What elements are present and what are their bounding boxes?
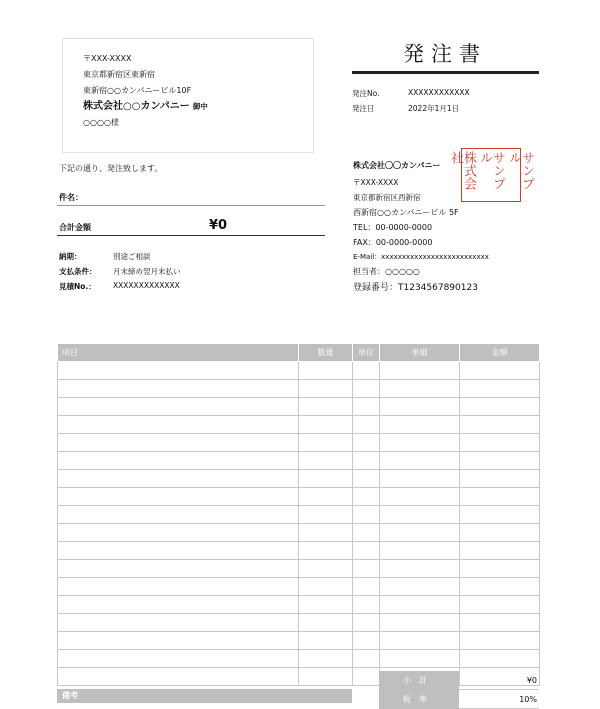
cell-quantity[interactable] <box>299 614 353 632</box>
cell-amount[interactable] <box>460 524 540 542</box>
cell-quantity[interactable] <box>299 542 353 560</box>
recipient-address-box <box>62 38 314 153</box>
cell-quantity[interactable] <box>299 398 353 416</box>
cell-unit[interactable] <box>353 578 380 596</box>
recipient-honorific: 御中 <box>192 102 208 111</box>
recipient-person: ○○○○様 <box>83 118 119 127</box>
cell-quantity[interactable] <box>299 506 353 524</box>
cell-unit[interactable] <box>353 614 380 632</box>
title-underline <box>352 71 539 74</box>
intro-text: 下記の通り、発注致します。 <box>59 164 163 173</box>
cell-amount[interactable] <box>460 398 540 416</box>
cell-unit[interactable] <box>353 632 380 650</box>
items-table-header <box>58 344 540 362</box>
payment-terms-value: 月末締め翌月末払い <box>113 267 181 276</box>
col-header-amount: 金額 <box>460 344 540 362</box>
cell-unit[interactable] <box>353 596 380 614</box>
table-row <box>58 470 540 488</box>
table-row <box>58 398 540 416</box>
stamp-text-col3: サンプル <box>506 151 534 190</box>
cell-unit-price[interactable] <box>380 560 460 578</box>
cell-item[interactable] <box>58 380 299 398</box>
cell-item[interactable] <box>58 434 299 452</box>
cell-quantity[interactable] <box>299 470 353 488</box>
cell-quantity[interactable] <box>299 488 353 506</box>
table-row <box>58 380 540 398</box>
company-seal-stamp <box>448 148 534 202</box>
table-row <box>58 578 540 596</box>
total-amount: ¥0 <box>209 218 228 233</box>
cell-unit-price[interactable] <box>380 614 460 632</box>
cell-quantity[interactable] <box>299 416 353 434</box>
tax-rate-label: 税率 <box>379 690 459 709</box>
cell-unit[interactable] <box>353 542 380 560</box>
cell-unit[interactable] <box>353 434 380 452</box>
cell-unit[interactable] <box>353 524 380 542</box>
table-row <box>58 416 540 434</box>
cell-item[interactable] <box>58 470 299 488</box>
order-date-label: 発注日 <box>352 104 375 113</box>
payment-terms-label: 支払条件： <box>59 267 97 276</box>
cell-unit[interactable] <box>353 398 380 416</box>
cell-item[interactable] <box>58 362 299 380</box>
recipient-address-line2: 東新宿○○カンパニービル10F <box>83 86 192 95</box>
cell-amount[interactable] <box>460 650 540 668</box>
cell-quantity[interactable] <box>299 650 353 668</box>
sender-company: 株式会社〇〇カンパニー <box>353 161 441 170</box>
cell-item[interactable] <box>58 596 299 614</box>
terms-block <box>59 251 319 299</box>
cell-item[interactable] <box>58 560 299 578</box>
cell-unit-price[interactable] <box>380 398 460 416</box>
table-row <box>58 524 540 542</box>
cell-item[interactable] <box>58 488 299 506</box>
cell-unit-price[interactable] <box>380 416 460 434</box>
table-row <box>58 542 540 560</box>
cell-amount[interactable] <box>460 578 540 596</box>
col-header-unit-price: 単価 <box>380 344 460 362</box>
col-header-quantity: 数量 <box>299 344 353 362</box>
tax-rate-value: 10% <box>459 690 539 709</box>
subject-underline <box>57 205 325 206</box>
subject-label: 件名： <box>59 193 83 202</box>
subtotal-row <box>379 671 539 690</box>
cell-amount[interactable] <box>460 488 540 506</box>
document-title: 発注書 <box>403 42 487 66</box>
cell-unit-price[interactable] <box>380 362 460 380</box>
cell-quantity[interactable] <box>299 578 353 596</box>
cell-item[interactable] <box>58 506 299 524</box>
stamp-text-col1: 株式会社 <box>448 151 476 190</box>
cell-quantity[interactable] <box>299 362 353 380</box>
cell-unit-price[interactable] <box>380 506 460 524</box>
sender-address-line2: 西新宿○○カンパニービル 5F <box>353 208 459 217</box>
cell-amount[interactable] <box>460 380 540 398</box>
delivery-value: 別途ご相談 <box>113 252 151 261</box>
table-row <box>58 560 540 578</box>
cell-unit-price[interactable] <box>380 650 460 668</box>
cell-unit[interactable] <box>353 650 380 668</box>
cell-unit-price[interactable] <box>380 488 460 506</box>
cell-unit[interactable] <box>353 488 380 506</box>
table-row <box>58 506 540 524</box>
cell-unit-price[interactable] <box>380 596 460 614</box>
order-meta <box>352 88 538 118</box>
table-row <box>58 614 540 632</box>
table-row <box>58 434 540 452</box>
cell-item[interactable] <box>58 524 299 542</box>
cell-unit-price[interactable] <box>380 452 460 470</box>
cell-quantity[interactable] <box>299 434 353 452</box>
col-header-unit: 単位 <box>353 344 380 362</box>
cell-amount[interactable] <box>460 416 540 434</box>
order-no-value: XXXXXXXXXXXX <box>408 88 470 97</box>
recipient-postal: 〒XXX-XXXX <box>83 54 132 63</box>
cell-item[interactable] <box>58 650 299 668</box>
cell-amount[interactable] <box>460 362 540 380</box>
quote-no-label: 見積No.： <box>59 282 96 291</box>
items-table <box>57 343 540 686</box>
order-date-value: 2022年1月1日 <box>408 104 460 113</box>
cell-item[interactable] <box>58 542 299 560</box>
cell-item[interactable] <box>58 398 299 416</box>
cell-amount[interactable] <box>460 632 540 650</box>
total-underline <box>57 235 325 236</box>
table-row <box>58 596 540 614</box>
cell-quantity[interactable] <box>299 524 353 542</box>
cell-quantity[interactable] <box>299 560 353 578</box>
subtotal-label: 小計 <box>379 671 459 690</box>
sender-postal: 〒XXX-XXXX <box>353 178 399 187</box>
sender-tel: TEL：00-0000-0000 <box>353 223 433 232</box>
cell-unit[interactable] <box>353 416 380 434</box>
stamp-text-col2: サンプル <box>477 151 505 190</box>
delivery-label: 納期： <box>59 252 82 261</box>
cell-amount[interactable] <box>460 506 540 524</box>
cell-unit[interactable] <box>353 668 380 686</box>
sender-contact: 担当者：○○○○○ <box>353 267 420 276</box>
cell-quantity[interactable] <box>299 452 353 470</box>
cell-unit-price[interactable] <box>380 434 460 452</box>
cell-item[interactable] <box>58 632 299 650</box>
recipient-address-line1: 東京都新宿区東新宿 <box>83 70 155 79</box>
col-header-item: 項目 <box>58 344 299 362</box>
remarks-header: 備考 <box>57 689 352 703</box>
cell-unit[interactable] <box>353 506 380 524</box>
cell-item[interactable] <box>58 452 299 470</box>
table-row <box>58 452 540 470</box>
table-row <box>58 362 540 380</box>
cell-quantity[interactable] <box>299 380 353 398</box>
cell-unit-price[interactable] <box>380 542 460 560</box>
cell-amount[interactable] <box>460 614 540 632</box>
cell-item[interactable] <box>58 416 299 434</box>
cell-amount[interactable] <box>460 434 540 452</box>
cell-unit-price[interactable] <box>380 470 460 488</box>
sender-registration-no: 登録番号：T1234567890123 <box>353 283 478 293</box>
recipient-company-name: 株式会社○○カンパニー <box>83 101 190 112</box>
cell-amount[interactable] <box>460 596 540 614</box>
cell-unit[interactable] <box>353 362 380 380</box>
cell-unit-price[interactable] <box>380 380 460 398</box>
cell-item[interactable] <box>58 614 299 632</box>
sender-address-line1: 東京都新宿区西新宿 <box>353 193 421 202</box>
cell-unit-price[interactable] <box>380 524 460 542</box>
table-row <box>58 632 540 650</box>
cell-amount[interactable] <box>460 560 540 578</box>
cell-item[interactable] <box>58 578 299 596</box>
cell-unit[interactable] <box>353 560 380 578</box>
cell-item[interactable] <box>58 668 299 686</box>
subtotal-value: ¥0 <box>459 671 539 690</box>
total-label: 合計金額 <box>59 223 91 232</box>
recipient-company <box>83 99 313 115</box>
cell-unit[interactable] <box>353 452 380 470</box>
quote-no-value: XXXXXXXXXXXXX <box>113 281 180 290</box>
cell-amount[interactable] <box>460 470 540 488</box>
sender-email: E-Mail：xxxxxxxxxxxxxxxxxxxxxxxxxx <box>353 253 489 261</box>
cell-quantity[interactable] <box>299 668 353 686</box>
cell-unit[interactable] <box>353 380 380 398</box>
order-no-label: 発注No. <box>352 89 380 98</box>
cell-quantity[interactable] <box>299 632 353 650</box>
cell-amount[interactable] <box>460 542 540 560</box>
table-row <box>58 488 540 506</box>
cell-unit-price[interactable] <box>380 578 460 596</box>
sender-fax: FAX：00-0000-0000 <box>353 238 433 247</box>
cell-unit-price[interactable] <box>380 632 460 650</box>
items-table-body <box>58 362 540 686</box>
cell-unit[interactable] <box>353 470 380 488</box>
cell-quantity[interactable] <box>299 596 353 614</box>
cell-amount[interactable] <box>460 452 540 470</box>
table-row <box>58 650 540 668</box>
